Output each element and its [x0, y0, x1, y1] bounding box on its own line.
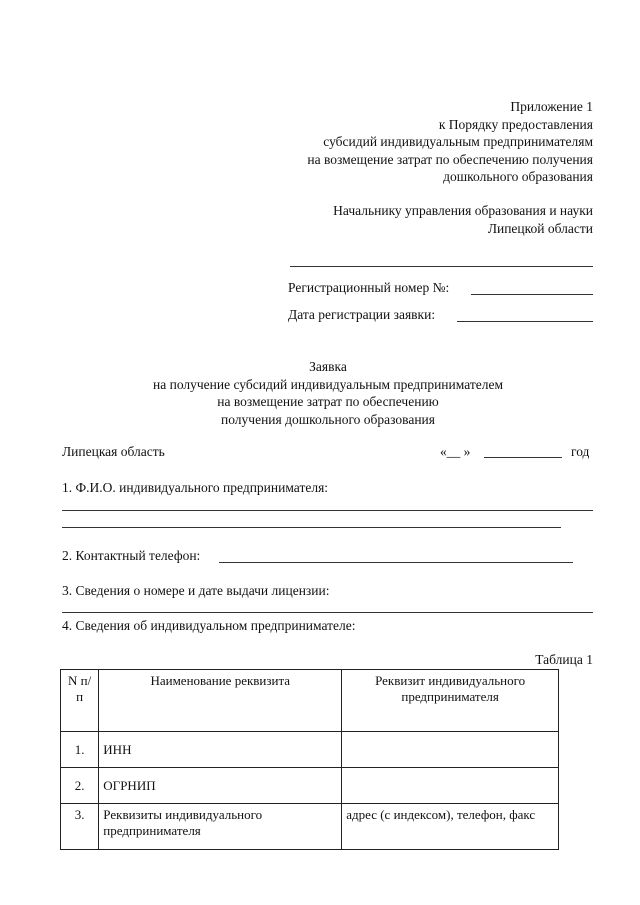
header-requisite-name: Наименование реквизита — [99, 670, 342, 732]
row-number: 3. — [61, 804, 99, 850]
title-line: Заявка — [309, 359, 347, 374]
region-label: Липецкая область — [62, 444, 165, 459]
reg-date-field[interactable] — [457, 321, 593, 322]
annex-line: дошкольного образования — [443, 169, 593, 184]
application-title — [0, 358, 640, 428]
header-number: N п/п — [61, 670, 99, 732]
field-phone-line[interactable] — [219, 562, 573, 563]
addressee-name-line[interactable] — [290, 266, 593, 267]
table-caption: Таблица 1 — [535, 652, 593, 667]
field-fio-label: 1. Ф.И.О. индивидуального предпринимателя: — [62, 480, 329, 495]
field-license-label: 3. Сведения о номере и дате выдачи лицензии: — [62, 583, 330, 598]
header-requisite-value: Реквизит индивидуального предпринимателя — [342, 670, 559, 732]
requisites-table — [60, 669, 559, 850]
reg-date-label: Дата регистрации заявки: — [288, 307, 436, 322]
field-license-line[interactable] — [62, 612, 593, 613]
field-phone-label: 2. Контактный телефон: — [62, 548, 201, 563]
addressee-line: Начальнику управления образования и науки — [333, 203, 593, 218]
reg-number-field[interactable] — [471, 294, 593, 295]
annex-line: к Порядку предоставления — [438, 116, 593, 132]
row-requisite-value[interactable]: адрес (с индексом), телефон, факс — [342, 804, 559, 850]
row-requisite-name: ИНН — [99, 732, 342, 768]
row-number: 2. — [61, 768, 99, 804]
table-row — [61, 804, 559, 850]
table-header-row — [61, 670, 559, 732]
annex-header — [307, 98, 593, 186]
table-row — [61, 768, 559, 804]
row-requisite-value[interactable] — [342, 732, 559, 768]
table-row — [61, 732, 559, 768]
annex-line: на возмещение затрат по обеспечению получения — [307, 151, 593, 167]
title-line: на возмещение затрат по обеспечению — [217, 394, 439, 409]
title-line: на получение субсидий индивидуальным предпринимателем — [153, 376, 503, 392]
field-fio-line-2[interactable] — [62, 527, 561, 528]
annex-line: Приложение 1 — [510, 99, 593, 114]
field-fio-line-1[interactable] — [62, 510, 593, 511]
date-day-field[interactable]: «__ » — [440, 444, 471, 459]
addressee-block — [333, 202, 593, 237]
year-label: год — [571, 444, 590, 459]
row-number: 1. — [61, 732, 99, 768]
addressee-line: Липецкой области — [487, 220, 593, 236]
field-entrepreneur-label: 4. Сведения об индивидуальном предпринимателе: — [62, 618, 356, 633]
date-month-field[interactable] — [484, 457, 562, 458]
row-requisite-value[interactable] — [342, 768, 559, 804]
row-requisite-name: ОГРНИП — [99, 768, 342, 804]
title-line: получения дошкольного образования — [221, 411, 435, 427]
reg-number-label: Регистрационный номер №: — [288, 280, 450, 295]
row-requisite-name: Реквизиты индивидуального предпринимателя — [99, 804, 342, 850]
annex-line: субсидий индивидуальным предпринимателям — [323, 134, 593, 149]
